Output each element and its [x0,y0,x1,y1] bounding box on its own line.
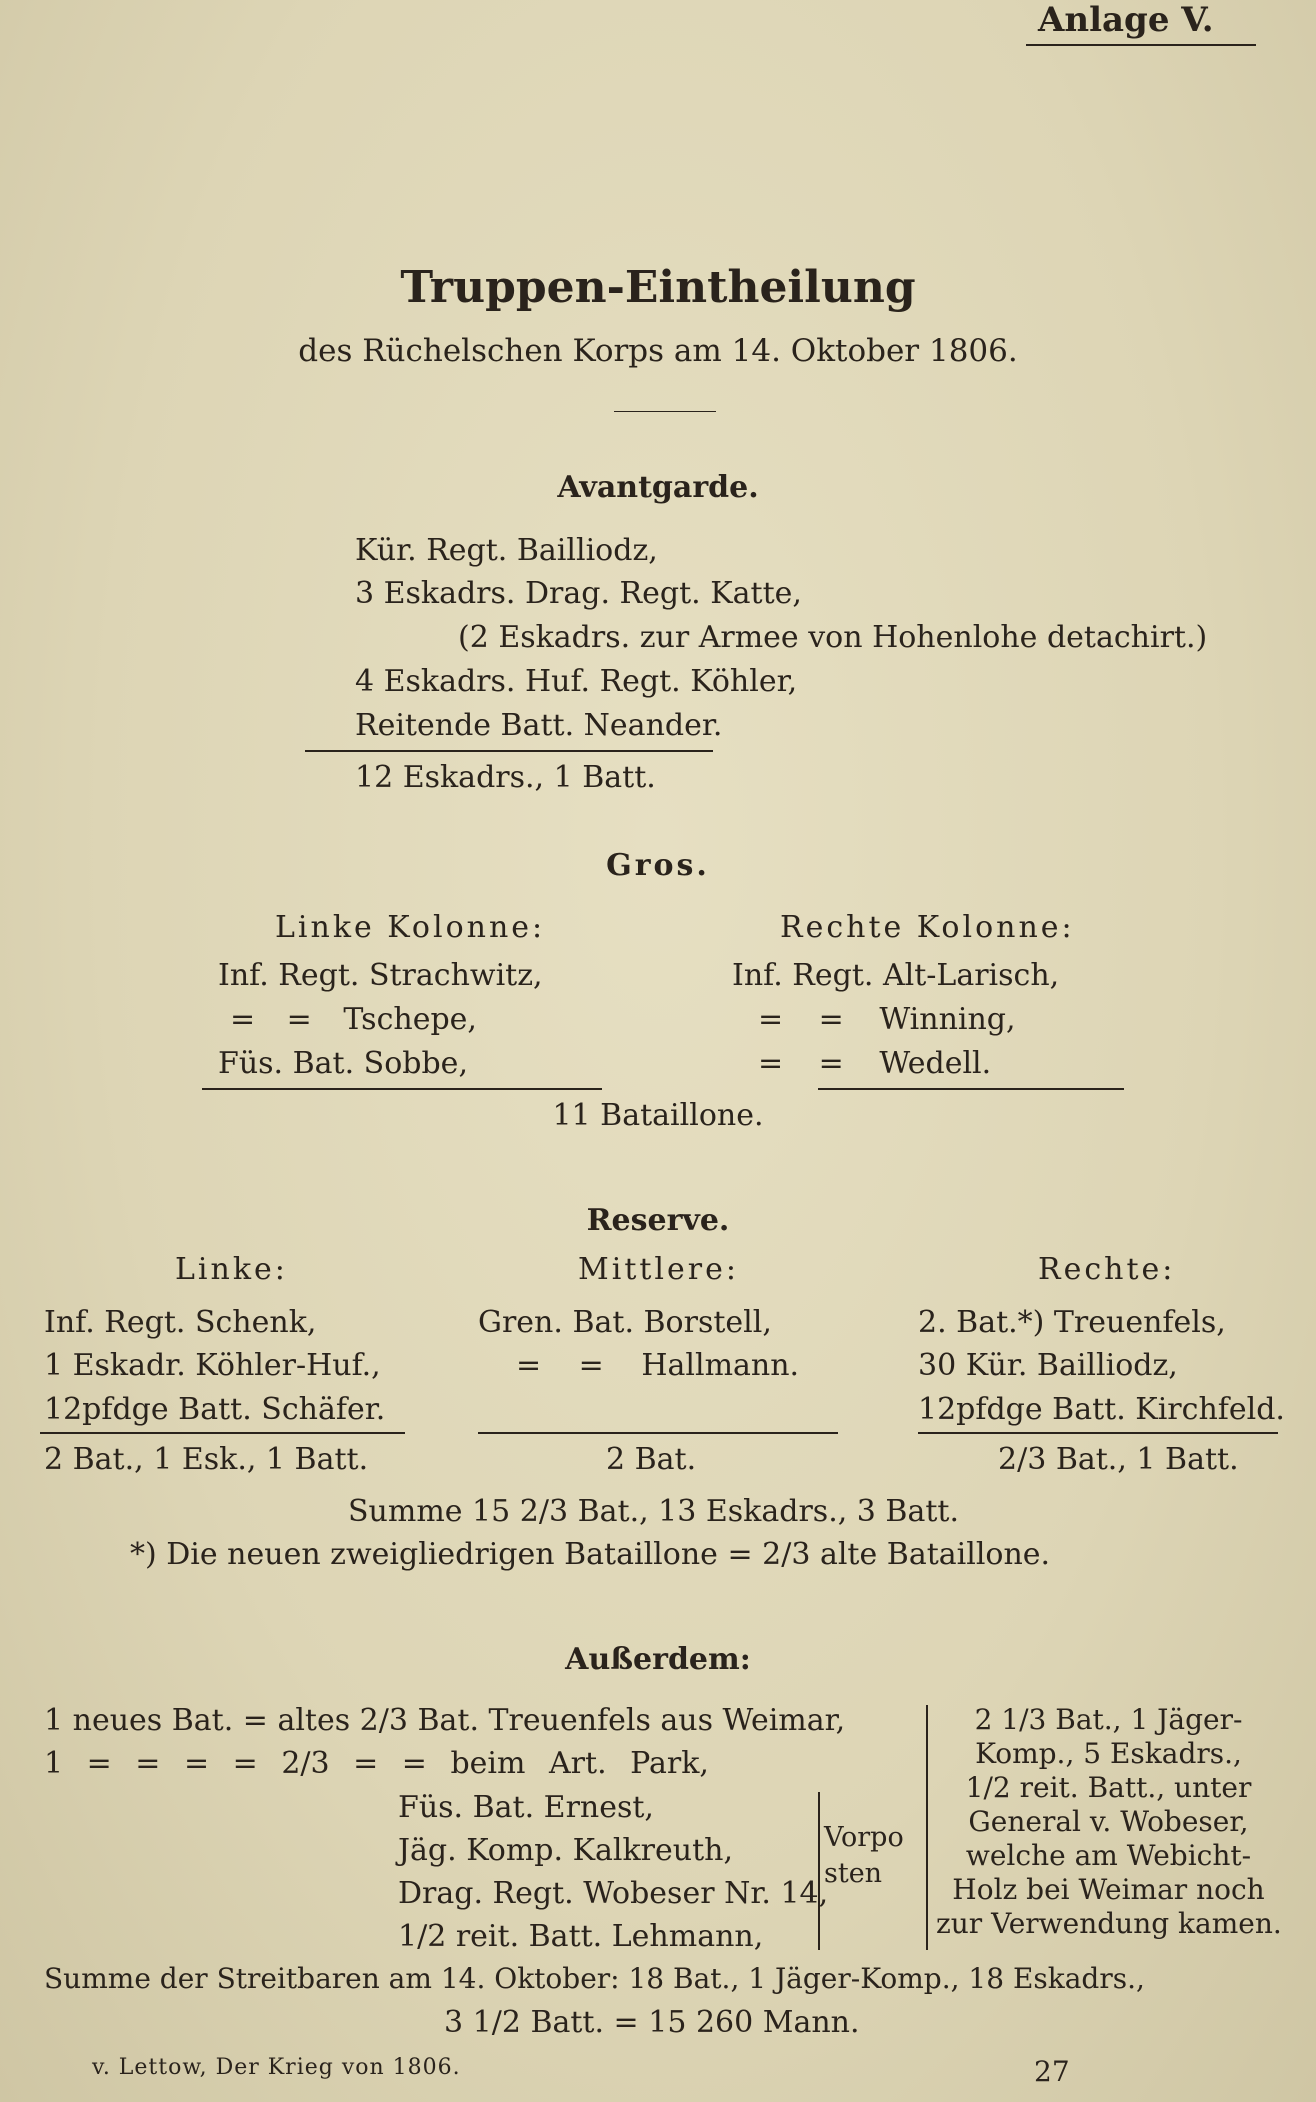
streitbare-summe-line1: Summe der Streitbaren am 14. Oktober: 18 Bat., 1 Jäger-Komp., 18 Eskadrs., [44,1962,1145,1995]
gros-heading: Gros. [606,848,710,883]
ausserdem-right-line: welche am Webicht- [965,1839,1252,1872]
avantgarde-line: Kür. Regt. Bailliodz, [355,533,658,568]
ausserdem-right-brace [916,1705,928,1950]
ausserdem-heading: Außerdem: [565,1642,751,1677]
gros-left-line: Inf. Regt. Strachwitz, [218,958,543,993]
reserve-mid-total: 2 Bat. [606,1442,697,1477]
gros-right-line: Inf. Regt. Alt-Larisch, [732,958,1060,993]
reserve-right-rule [918,1432,1278,1434]
reserve-mid-heading: Mittlere: [578,1252,739,1287]
avantgarde-line: (2 Eskadrs. zur Armee von Hohenlohe detachirt.) [458,620,1208,655]
reserve-footnote: *) Die neuen zweigliedrigen Bataillone = 2/3 alte Bataillone. [130,1537,1051,1572]
reserve-left-total: 2 Bat., 1 Esk., 1 Batt. [44,1442,369,1477]
reserve-left-heading: Linke: [175,1252,288,1287]
page-title: Truppen-Eintheilung [400,262,916,313]
footer-source: v. Lettow, Der Krieg von 1806. [92,2055,461,2080]
reserve-left-line: 12pfdge Batt. Schäfer. [44,1392,386,1427]
avantgarde-line: 4 Eskadrs. Huf. Regt. Köhler, [355,664,798,699]
reserve-heading: Reserve. [586,1203,730,1238]
reserve-left-line: 1 Eskadr. Köhler-Huf., [44,1348,381,1383]
ausserdem-right-line: 2 1/3 Bat., 1 Jäger- [974,1703,1243,1736]
reserve-right-line: 30 Kür. Bailliodz, [918,1348,1178,1383]
page-number: 27 [1034,2055,1070,2088]
gros-left-rule [202,1088,602,1090]
anlage-label: Anlage V. [1038,0,1214,40]
vorposten-line: Drag. Regt. Wobeser Nr. 14, [398,1876,829,1911]
vorposten-line: 1/2 reit. Batt. Lehmann, [398,1919,764,1954]
vorposten-line: Füs. Bat. Ernest, [398,1790,654,1825]
ausserdem-line: 1 = = = = 2/3 = = beim Art. Park, [44,1746,709,1781]
reserve-mid-line: Gren. Bat. Borstell, [478,1305,772,1340]
ausserdem-right-block [936,1703,1281,1941]
page-subtitle: des Rüchelschen Korps am 14. Oktober 1806. [298,333,1018,369]
ausserdem-right-line: zur Verwendung kamen. [936,1907,1282,1940]
vorposten-label [824,1820,912,1892]
avantgarde-total: 12 Eskadrs., 1 Batt. [355,760,656,795]
avantgarde-sum-rule [305,750,713,752]
anlage-underline [1026,44,1256,46]
avantgarde-line: 3 Eskadrs. Drag. Regt. Katte, [355,576,802,611]
avantgarde-line: Reitende Batt. Neander. [355,708,723,743]
gros-left-line: Füs. Bat. Sobbe, [218,1046,468,1081]
gros-right-line: = = Wedell. [758,1046,992,1081]
gros-total: 11 Bataillone. [552,1098,764,1133]
gros-right-line: = = Winning, [758,1002,1016,1037]
title-divider [614,411,716,412]
reserve-right-total: 2/3 Bat., 1 Batt. [998,1442,1239,1477]
reserve-right-line: 12pfdge Batt. Kirchfeld. [918,1392,1285,1427]
vorposten-brace [810,1792,820,1950]
ausserdem-right-line: Komp., 5 Eskadrs., [975,1737,1242,1770]
vorposten-label-text: Vorposten [824,1822,904,1889]
avantgarde-heading: Avantgarde. [557,470,759,505]
reserve-mid-line: = = Hallmann. [516,1348,800,1383]
reserve-left-line: Inf. Regt. Schenk, [44,1305,317,1340]
gros-right-rule [818,1088,1124,1090]
reserve-right-line: 2. Bat.*) Treuenfels, [918,1305,1226,1340]
streitbare-summe-line2: 3 1/2 Batt. = 15 260 Mann. [444,2005,860,2040]
gros-left-heading: Linke Kolonne: [275,910,546,945]
reserve-summe: Summe 15 2/3 Bat., 13 Eskadrs., 3 Batt. [348,1494,960,1529]
gros-right-heading: Rechte Kolonne: [780,910,1075,945]
reserve-right-heading: Rechte: [1038,1252,1176,1287]
ausserdem-right-line: 1/2 reit. Batt., unter [965,1771,1252,1804]
reserve-left-rule [40,1432,405,1434]
ausserdem-right-line: Holz bei Weimar noch [952,1873,1265,1906]
reserve-mid-rule [478,1432,838,1434]
gros-left-line: = = Tschepe, [230,1002,477,1037]
ausserdem-line: 1 neues Bat. = altes 2/3 Bat. Treuenfels aus Weimar, [44,1703,846,1738]
ausserdem-right-line: General v. Wobeser, [968,1805,1249,1838]
vorposten-line: Jäg. Komp. Kalkreuth, [398,1833,733,1868]
